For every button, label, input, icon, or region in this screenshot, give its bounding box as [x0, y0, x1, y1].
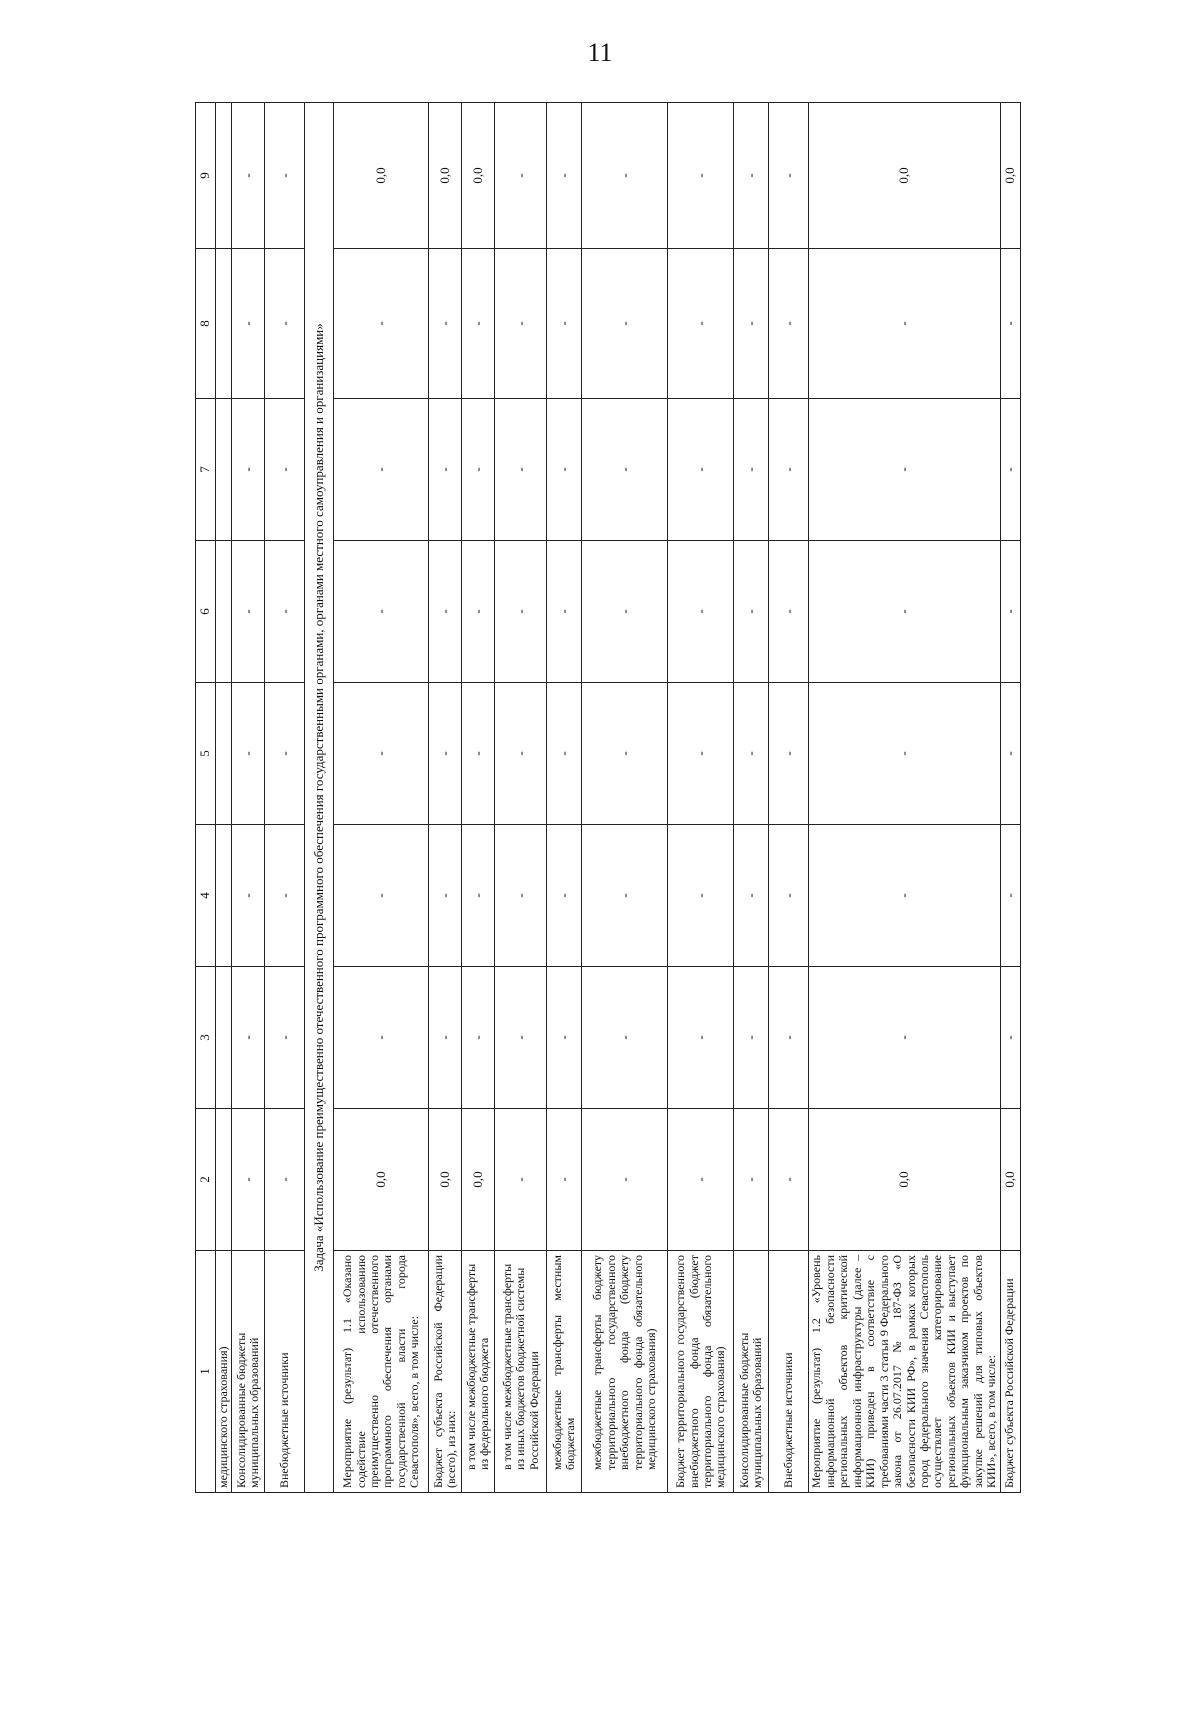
value-cell: 0,0 [1000, 1109, 1020, 1251]
header-cell: 3 [196, 967, 216, 1109]
table-row [265, 103, 305, 1493]
value-cell: - [334, 825, 429, 967]
value-cell: - [582, 825, 668, 967]
value-cell: - [429, 683, 462, 825]
row-label: Бюджет субъекта Российской Федерации (всего), из них: [429, 1251, 462, 1493]
table-row [809, 103, 1000, 1493]
value-cell: - [769, 103, 809, 249]
value-cell: - [809, 541, 1000, 683]
value-cell: - [334, 967, 429, 1109]
value-cell: - [495, 249, 547, 399]
value-cell: - [1000, 683, 1020, 825]
value-cell: - [547, 249, 582, 399]
value-cell: - [334, 249, 429, 399]
value-cell: - [495, 103, 547, 249]
value-cell: - [547, 103, 582, 249]
value-cell: - [232, 683, 265, 825]
value-cell: 0,0 [429, 103, 462, 249]
value-cell: - [769, 249, 809, 399]
value-cell [216, 825, 232, 967]
task-title: Задача «Использование преимущественно отечественного программного обеспечения государственными органами, органами местного самоуправления и организациями» [305, 103, 334, 1493]
row-label: Консолидированные бюджеты муниципальных образований [232, 1251, 265, 1493]
value-cell [216, 541, 232, 683]
value-cell: - [809, 825, 1000, 967]
value-cell: - [734, 967, 769, 1109]
value-cell: 0,0 [429, 1109, 462, 1251]
value-cell: - [334, 683, 429, 825]
header-cell: 5 [196, 683, 216, 825]
row-label: в том числе межбюджетные трансферты из иных бюджетов бюджетной системы Российской Федерации [495, 1251, 547, 1493]
value-cell: 0,0 [334, 103, 429, 249]
header-cell: 6 [196, 541, 216, 683]
value-cell: - [547, 1109, 582, 1251]
row-label: в том числе межбюджетные трансферты из федерального бюджета [462, 1251, 495, 1493]
value-cell: - [495, 967, 547, 1109]
table-row [216, 103, 232, 1493]
value-cell: - [232, 399, 265, 541]
value-cell: - [1000, 825, 1020, 967]
value-cell: 0,0 [462, 1109, 495, 1251]
value-cell: - [668, 825, 734, 967]
value-cell: - [265, 399, 305, 541]
value-cell: - [668, 683, 734, 825]
value-cell: - [232, 249, 265, 399]
value-cell: - [495, 1109, 547, 1251]
value-cell [216, 103, 232, 249]
value-cell: - [429, 967, 462, 1109]
value-cell: - [1000, 541, 1020, 683]
value-cell [216, 249, 232, 399]
value-cell: - [734, 825, 769, 967]
header-row [196, 103, 216, 1493]
value-cell: - [582, 967, 668, 1109]
value-cell: - [1000, 399, 1020, 541]
value-cell: - [809, 399, 1000, 541]
row-label: Внебюджетные источники [769, 1251, 809, 1493]
value-cell: - [232, 967, 265, 1109]
value-cell: - [769, 825, 809, 967]
value-cell: - [734, 541, 769, 683]
table-row [734, 103, 769, 1493]
value-cell: - [265, 967, 305, 1109]
value-cell: - [582, 249, 668, 399]
row-label: Мероприятие (результат) 1.1 «Оказано содействие использованию преимущественно отечественного программного обеспечения органами государственной власти города Севастополя», всего, в том числе: [334, 1251, 429, 1493]
value-cell: - [668, 541, 734, 683]
value-cell: - [495, 825, 547, 967]
value-cell [216, 399, 232, 541]
table-row [769, 103, 809, 1493]
value-cell: - [334, 399, 429, 541]
table-row [495, 103, 547, 1493]
value-cell: - [769, 683, 809, 825]
value-cell: - [429, 249, 462, 399]
value-cell: - [547, 967, 582, 1109]
table-row [462, 103, 495, 1493]
value-cell: - [232, 541, 265, 683]
value-cell: - [232, 825, 265, 967]
value-cell: - [462, 825, 495, 967]
value-cell: 0,0 [334, 1109, 429, 1251]
value-cell: - [582, 1109, 668, 1251]
value-cell: - [265, 103, 305, 249]
value-cell: - [462, 249, 495, 399]
value-cell: - [429, 825, 462, 967]
value-cell: - [462, 541, 495, 683]
row-label: Консолидированные бюджеты муниципальных образований [734, 1251, 769, 1493]
value-cell: - [232, 1109, 265, 1251]
value-cell: - [668, 967, 734, 1109]
row-label: межбюджетные трансферты бюджету территориального государственного внебюджетного фонда (бюджету территориального фонда обязательного медицинского страхования) [582, 1251, 668, 1493]
header-cell: 4 [196, 825, 216, 967]
value-cell: - [429, 399, 462, 541]
header-cell: 1 [196, 1251, 216, 1493]
table-row [334, 103, 429, 1493]
value-cell: - [462, 399, 495, 541]
value-cell: - [1000, 249, 1020, 399]
value-cell: - [265, 825, 305, 967]
value-cell: - [232, 103, 265, 249]
table-row [582, 103, 668, 1493]
value-cell [216, 967, 232, 1109]
value-cell: - [668, 399, 734, 541]
value-cell: - [668, 249, 734, 399]
budget-table-rotated [195, 103, 1141, 1493]
value-cell: - [582, 541, 668, 683]
value-cell: - [462, 683, 495, 825]
value-cell: 0,0 [809, 103, 1000, 249]
header-cell: 9 [196, 103, 216, 249]
value-cell: - [668, 1109, 734, 1251]
value-cell: - [547, 825, 582, 967]
value-cell: - [769, 541, 809, 683]
value-cell: - [734, 103, 769, 249]
value-cell: - [547, 541, 582, 683]
value-cell: - [547, 399, 582, 541]
value-cell [216, 683, 232, 825]
row-label: Мероприятие (результат) 1.2 «Уровень информационной безопасности региональных объектов критической информационной инфраструктуры (далее – КИИ) приведен в соответствие с требованиями части 3 статьи 9 Федерального закона от 26.07.2017 № 187-ФЗ «О безопасности КИИ РФ», в рамках которых город федерального значения Севастополь осуществляет категорирование региональных объектов КИИ и выступает функциональным заказчиком проектов по закупке решений для типовых объектов КИИ», всего, в том числе: [809, 1251, 1000, 1493]
value-cell: - [265, 1109, 305, 1251]
value-cell: - [429, 541, 462, 683]
table-row [232, 103, 265, 1493]
value-cell: - [495, 683, 547, 825]
value-cell: - [1000, 967, 1020, 1109]
row-label: Бюджет территориального государственного внебюджетного фонда (бюджет территориального фонда обязательного медицинского страхования) [668, 1251, 734, 1493]
value-cell: - [769, 1109, 809, 1251]
row-label: Бюджет субъекта Российской Федерации [1000, 1251, 1020, 1493]
value-cell: - [809, 683, 1000, 825]
value-cell: - [582, 399, 668, 541]
value-cell [216, 1109, 232, 1251]
table-row [547, 103, 582, 1493]
value-cell: - [334, 541, 429, 683]
value-cell: - [582, 683, 668, 825]
value-cell: - [734, 249, 769, 399]
budget-table [195, 102, 1021, 1493]
value-cell: 0,0 [809, 1109, 1000, 1251]
header-cell: 2 [196, 1109, 216, 1251]
value-cell: - [582, 103, 668, 249]
page-number: 11 [587, 38, 613, 67]
value-cell: - [265, 249, 305, 399]
header-cell: 8 [196, 249, 216, 399]
table-row [668, 103, 734, 1493]
value-cell: - [462, 967, 495, 1109]
header-cell: 7 [196, 399, 216, 541]
row-label: межбюджетные трансферты местным бюджетам [547, 1251, 582, 1493]
value-cell: - [809, 249, 1000, 399]
value-cell: - [265, 541, 305, 683]
value-cell: - [265, 683, 305, 825]
value-cell: - [734, 683, 769, 825]
value-cell: 0,0 [1000, 103, 1020, 249]
task-row [305, 103, 334, 1493]
value-cell: - [495, 541, 547, 683]
value-cell: - [734, 399, 769, 541]
value-cell: - [495, 399, 547, 541]
value-cell: - [769, 399, 809, 541]
value-cell: - [769, 967, 809, 1109]
value-cell: - [809, 967, 1000, 1109]
row-label: медицинского страхования) [216, 1251, 232, 1493]
table-row [1000, 103, 1020, 1493]
value-cell: - [547, 683, 582, 825]
value-cell: - [734, 1109, 769, 1251]
value-cell: - [668, 103, 734, 249]
table-row [429, 103, 462, 1493]
value-cell: 0,0 [462, 103, 495, 249]
row-label: Внебюджетные источники [265, 1251, 305, 1493]
